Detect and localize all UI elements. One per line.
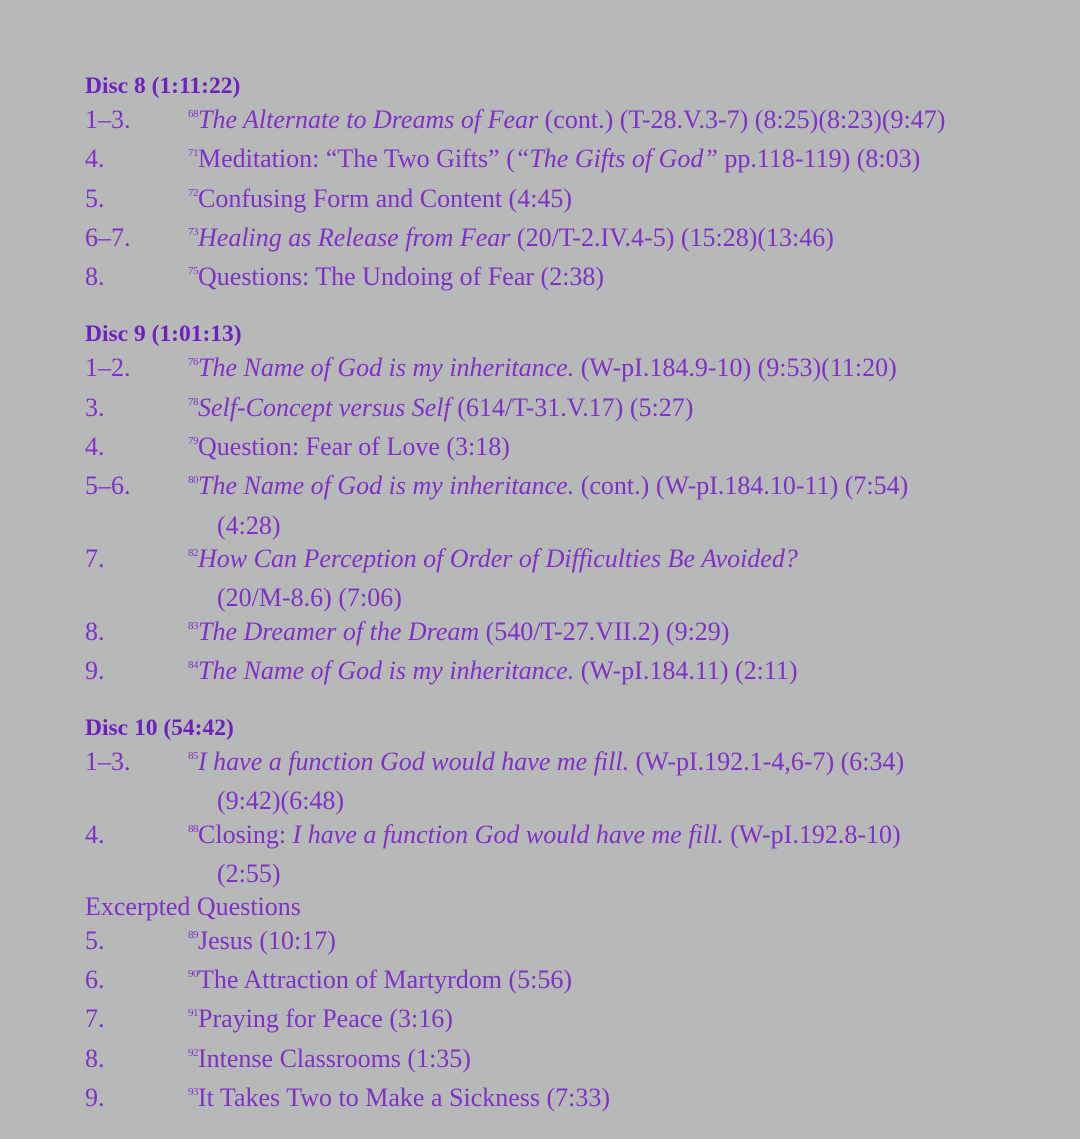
footnote-marker: 76 bbox=[188, 356, 198, 369]
footnote-marker: 75 bbox=[188, 265, 198, 278]
track-row bbox=[85, 103, 1065, 142]
track-title: Self-Concept versus Self bbox=[198, 392, 451, 422]
disc-10-section bbox=[85, 712, 1065, 1120]
track-line bbox=[188, 260, 1065, 299]
track-text bbox=[188, 430, 1065, 469]
track-prefix: It Takes Two to Make a Sickness (7:33) bbox=[198, 1082, 611, 1112]
track-list bbox=[85, 351, 1065, 693]
track-row bbox=[85, 430, 1065, 469]
track-number: 1–3. bbox=[85, 747, 131, 777]
track-line bbox=[188, 818, 1065, 857]
track-number: 7. bbox=[85, 543, 105, 573]
track-line bbox=[188, 654, 1065, 693]
track-title: The Alternate to Dreams of Fear bbox=[198, 105, 539, 134]
track-title: The Name of God is my inheritance. bbox=[198, 353, 575, 383]
track-number: 7. bbox=[85, 1004, 105, 1034]
track-line bbox=[188, 142, 1065, 181]
footnote-marker: 78 bbox=[188, 395, 198, 408]
track-row bbox=[85, 391, 1065, 430]
track-row bbox=[85, 745, 1065, 818]
track-number: 4. bbox=[85, 819, 105, 849]
track-row bbox=[85, 542, 1065, 615]
track-line bbox=[188, 1081, 1065, 1120]
track-title: “The Gifts of God” bbox=[514, 144, 718, 174]
track-line bbox=[188, 430, 1065, 469]
track-text bbox=[188, 654, 1065, 693]
track-row bbox=[85, 351, 1065, 390]
track-row bbox=[85, 924, 1065, 963]
track-text bbox=[188, 1081, 1065, 1120]
track-details: (W-pI.192.8-10) bbox=[723, 819, 901, 849]
track-line bbox=[188, 351, 1065, 390]
track-listing bbox=[85, 70, 1065, 1139]
track-title: I have a function God would have me fill. bbox=[198, 747, 630, 777]
track-number: 5–6. bbox=[85, 471, 131, 501]
track-text bbox=[188, 542, 1065, 615]
track-number: 4. bbox=[85, 144, 105, 174]
track-line bbox=[188, 103, 1065, 142]
track-prefix: Closing: bbox=[198, 819, 293, 849]
track-number: 3. bbox=[85, 392, 105, 422]
track-row bbox=[85, 1081, 1065, 1120]
track-details: (cont.) (T-28.V.3-7) (8:25)(8:23)(9:47) bbox=[538, 105, 946, 134]
track-row bbox=[85, 260, 1065, 299]
track-list bbox=[85, 745, 1065, 890]
footnote-marker: 84 bbox=[188, 658, 198, 671]
track-text bbox=[188, 1042, 1065, 1081]
track-number: 5. bbox=[85, 925, 105, 955]
track-number: 6–7. bbox=[85, 222, 131, 252]
track-text bbox=[188, 745, 1065, 818]
track-details: pp.118-119) (8:03) bbox=[717, 144, 921, 174]
track-line bbox=[188, 391, 1065, 430]
track-text bbox=[188, 221, 1065, 260]
track-details: (W-pI.184.9-10) (9:53)(11:20) bbox=[574, 353, 897, 383]
footnote-marker: 93 bbox=[188, 1085, 198, 1098]
track-prefix: Question: Fear of Love (3:18) bbox=[198, 432, 510, 462]
footnote-marker: 68 bbox=[188, 108, 198, 120]
footnote-marker: 79 bbox=[188, 435, 198, 448]
track-number: 8. bbox=[85, 1043, 105, 1073]
track-title: The Dreamer of the Dream bbox=[198, 616, 480, 646]
track-text bbox=[188, 182, 1065, 221]
track-prefix: The Attraction of Martyrdom (5:56) bbox=[198, 964, 573, 994]
footnote-marker: 89 bbox=[188, 928, 198, 941]
track-details: (W-pI.192.1-4,6-7) (6:34) bbox=[629, 747, 905, 777]
track-text bbox=[188, 260, 1065, 299]
track-text bbox=[188, 391, 1065, 430]
track-list bbox=[85, 103, 1065, 299]
disc-9-section bbox=[85, 318, 1065, 693]
track-details: (614/T-31.V.17) (5:27) bbox=[450, 392, 694, 422]
footnote-marker: 80 bbox=[188, 474, 198, 487]
track-prefix: Jesus (10:17) bbox=[198, 925, 336, 955]
track-text bbox=[188, 615, 1065, 654]
track-number: 1–2. bbox=[85, 353, 131, 383]
track-details: (540/T-27.VII.2) (9:29) bbox=[479, 616, 730, 646]
track-line bbox=[188, 1002, 1065, 1041]
disc-heading: Disc 8 (1:11:22) bbox=[85, 73, 241, 99]
track-details: (W-pI.184.11) (2:11) bbox=[574, 655, 798, 685]
track-text bbox=[188, 103, 1065, 142]
footnote-marker: 72 bbox=[188, 186, 198, 199]
track-row bbox=[85, 654, 1065, 693]
track-row bbox=[85, 469, 1065, 542]
footnote-marker: 90 bbox=[188, 967, 198, 980]
track-title: Healing as Release from Fear bbox=[198, 222, 511, 252]
footnote-marker: 83 bbox=[188, 619, 198, 632]
track-row bbox=[85, 182, 1065, 221]
track-line bbox=[188, 924, 1065, 963]
track-text bbox=[188, 351, 1065, 390]
disc-heading: Disc 10 (54:42) bbox=[85, 715, 234, 742]
footnote-marker: 88 bbox=[188, 822, 198, 835]
track-details: (20/T-2.IV.4-5) (15:28)(13:46) bbox=[510, 222, 834, 252]
track-continuation: (20/M-8.6) (7:06) bbox=[217, 583, 402, 613]
track-text bbox=[188, 142, 1065, 181]
track-line bbox=[188, 542, 1065, 581]
footnote-marker: 71 bbox=[188, 147, 198, 160]
disc-8-section bbox=[85, 70, 1065, 299]
track-line bbox=[188, 182, 1065, 221]
footnote-marker: 91 bbox=[188, 1007, 198, 1020]
track-line bbox=[188, 1042, 1065, 1081]
footnote-marker: 85 bbox=[188, 750, 198, 763]
track-number: 8. bbox=[85, 262, 105, 292]
track-title: How Can Perception of Order of Difficulties Be Avoided? bbox=[198, 543, 798, 573]
track-row bbox=[85, 615, 1065, 654]
track-number: 5. bbox=[85, 183, 105, 213]
track-list bbox=[85, 924, 1065, 1120]
track-title: The Name of God is my inheritance. bbox=[198, 471, 575, 501]
track-text bbox=[188, 469, 1065, 542]
track-number: 6. bbox=[85, 964, 105, 994]
track-row bbox=[85, 963, 1065, 1002]
track-text bbox=[188, 924, 1065, 963]
track-title: The Name of God is my inheritance. bbox=[198, 655, 575, 685]
track-row bbox=[85, 221, 1065, 260]
track-text bbox=[188, 963, 1065, 1002]
track-row bbox=[85, 1002, 1065, 1041]
track-continuation: (4:28) bbox=[217, 510, 281, 540]
track-number: 9. bbox=[85, 655, 105, 685]
track-line bbox=[188, 615, 1065, 654]
track-number: 1–3. bbox=[85, 105, 131, 134]
track-line bbox=[188, 745, 1065, 784]
track-prefix: Confusing Form and Content (4:45) bbox=[198, 183, 573, 213]
track-line bbox=[188, 469, 1065, 508]
track-text bbox=[188, 818, 1065, 891]
track-prefix: Meditation: “The Two Gifts” ( bbox=[198, 144, 515, 174]
track-prefix: Praying for Peace (3:16) bbox=[198, 1004, 453, 1034]
track-prefix: Questions: The Undoing of Fear (2:38) bbox=[198, 262, 605, 292]
track-line bbox=[188, 221, 1065, 260]
track-number: 4. bbox=[85, 432, 105, 462]
excerpted-questions-heading: Excerpted Questions bbox=[85, 892, 301, 922]
footnote-marker: 73 bbox=[188, 225, 198, 238]
track-prefix: Intense Classrooms (1:35) bbox=[198, 1043, 471, 1073]
track-number: 8. bbox=[85, 616, 105, 646]
track-text bbox=[188, 1002, 1065, 1041]
track-line bbox=[188, 963, 1065, 1002]
footnote-marker: 82 bbox=[188, 546, 198, 559]
track-row bbox=[85, 1042, 1065, 1081]
track-row bbox=[85, 142, 1065, 181]
track-continuation: (2:55) bbox=[217, 859, 281, 889]
track-row bbox=[85, 818, 1065, 891]
track-title: I have a function God would have me fill. bbox=[292, 819, 724, 849]
disc-heading: Disc 9 (1:01:13) bbox=[85, 321, 242, 348]
track-number: 9. bbox=[85, 1082, 105, 1112]
footnote-marker: 92 bbox=[188, 1046, 198, 1059]
track-continuation: (9:42)(6:48) bbox=[217, 786, 345, 816]
track-details: (cont.) (W-pI.184.10-11) (7:54) bbox=[574, 471, 909, 501]
